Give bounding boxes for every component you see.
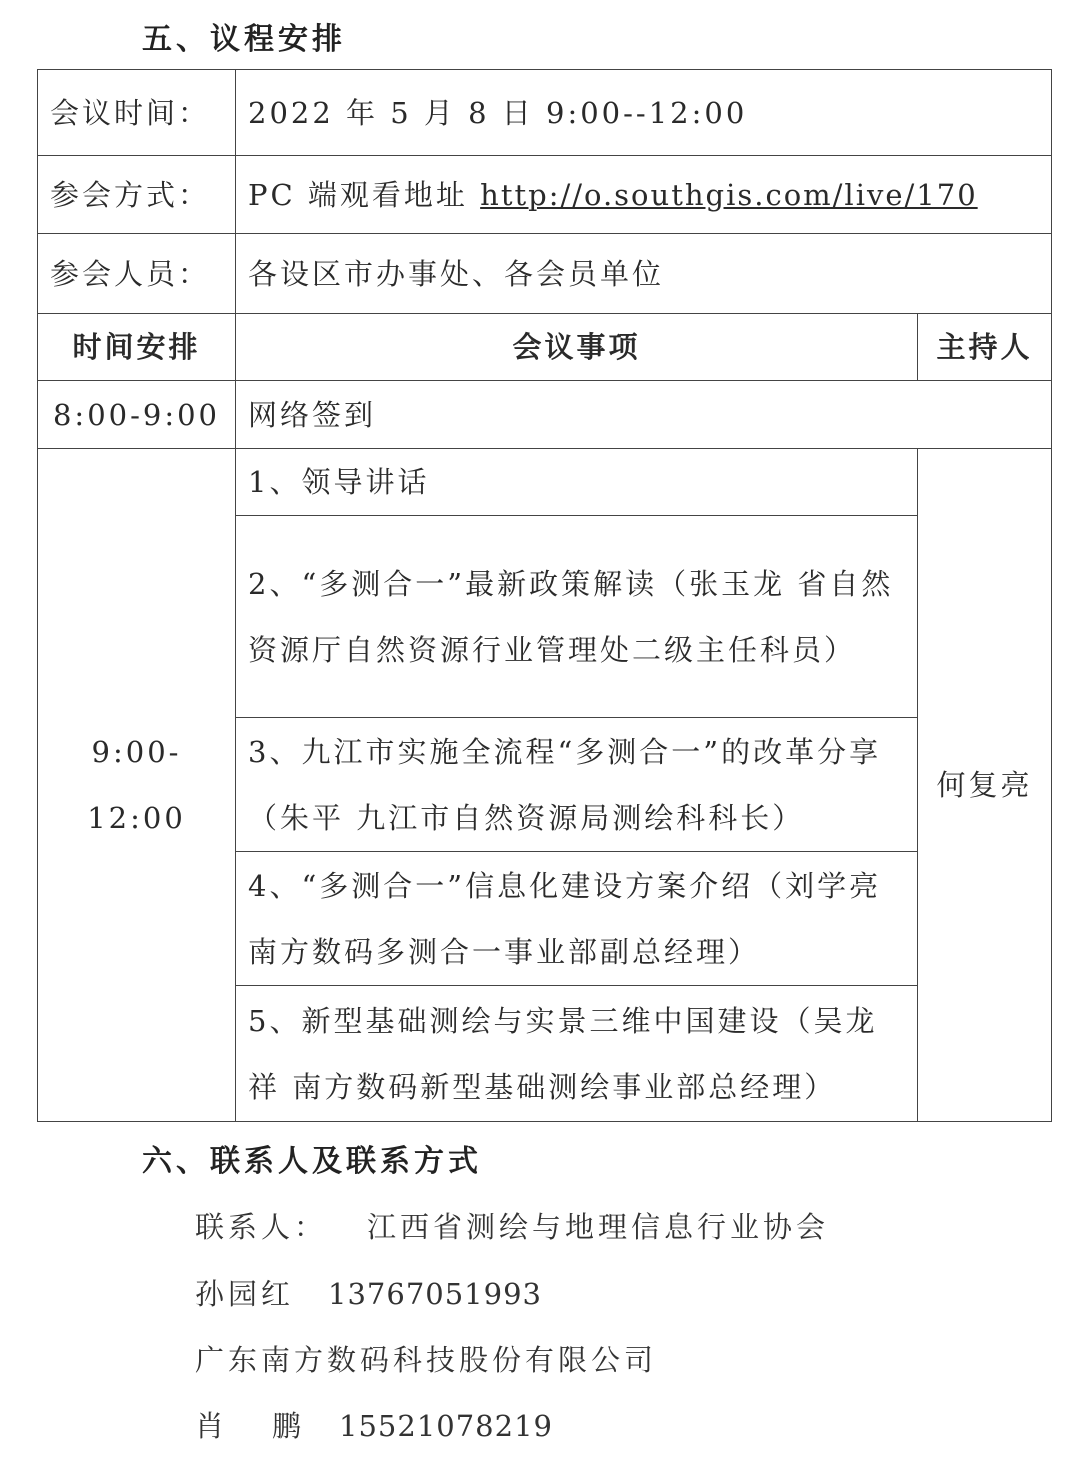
agenda-header-row <box>38 314 1052 381</box>
meeting-time-row <box>38 70 1052 156</box>
agenda-item-1: 1、领导讲话 <box>236 449 918 516</box>
contact-line-4 <box>195 1404 553 1445</box>
live-stream-link[interactable]: http://o.southgis.com/live/170 <box>480 177 978 212</box>
contact-person-2-given: 鹏 <box>272 1409 306 1443</box>
main-session-time: 9:00-12:00 <box>38 449 236 1122</box>
agenda-item-4: 4、“多测合一”信息化建设方案介绍（刘学亮 南方数码多测合一事业部副总经理） <box>236 852 918 986</box>
attendees-label: 参会人员： <box>38 234 236 314</box>
contact-label: 联系人： <box>195 1210 328 1244</box>
header-host: 主持人 <box>918 314 1052 381</box>
contact-line-2 <box>195 1272 542 1313</box>
agenda-item-row <box>38 449 1052 516</box>
contact-org-2: 广东南方数码科技股份有限公司 <box>195 1343 658 1377</box>
contact-person-2-surname: 肖 <box>195 1409 229 1443</box>
contact-person-1: 孙园红 <box>195 1277 295 1311</box>
attendees-row <box>38 234 1052 314</box>
meeting-time-value: 2022 年 5 月 8 日 9:00--12:00 <box>236 70 1052 156</box>
agenda-item-2: 2、“多测合一”最新政策解读（张玉龙 省自然资源厅自然资源行业管理处二级主任科员） <box>236 516 918 718</box>
attendance-method-row <box>38 156 1052 234</box>
section-5-title: 五、议程安排 <box>142 22 346 57</box>
contact-phone-2: 15521078219 <box>339 1409 553 1443</box>
contact-line-3 <box>195 1338 657 1379</box>
session-host: 何复亮 <box>918 449 1052 1122</box>
agenda-table <box>37 69 1052 1122</box>
signin-row <box>38 381 1052 449</box>
attendance-method-label: 参会方式： <box>38 156 236 234</box>
section-6-title: 六、联系人及联系方式 <box>142 1144 482 1179</box>
contact-org-1: 江西省测绘与地理信息行业协会 <box>367 1210 830 1244</box>
contact-phone-1: 13767051993 <box>328 1277 542 1311</box>
meeting-time-label: 会议时间： <box>38 70 236 156</box>
signin-time: 8:00-9:00 <box>38 381 236 449</box>
attendance-method-prefix: PC 端观看地址 <box>248 177 481 212</box>
signin-item: 网络签到 <box>236 381 1052 449</box>
agenda-item-5: 5、新型基础测绘与实景三维中国建设（吴龙祥 南方数码新型基础测绘事业部总经理） <box>236 986 918 1122</box>
header-item: 会议事项 <box>236 314 918 381</box>
attendance-method-cell <box>236 156 1052 234</box>
agenda-item-3: 3、九江市实施全流程“多测合一”的改革分享（朱平 九江市自然资源局测绘科科长） <box>236 718 918 852</box>
attendees-value: 各设区市办事处、各会员单位 <box>236 234 1052 314</box>
contact-line-1 <box>195 1205 829 1246</box>
header-time: 时间安排 <box>38 314 236 381</box>
